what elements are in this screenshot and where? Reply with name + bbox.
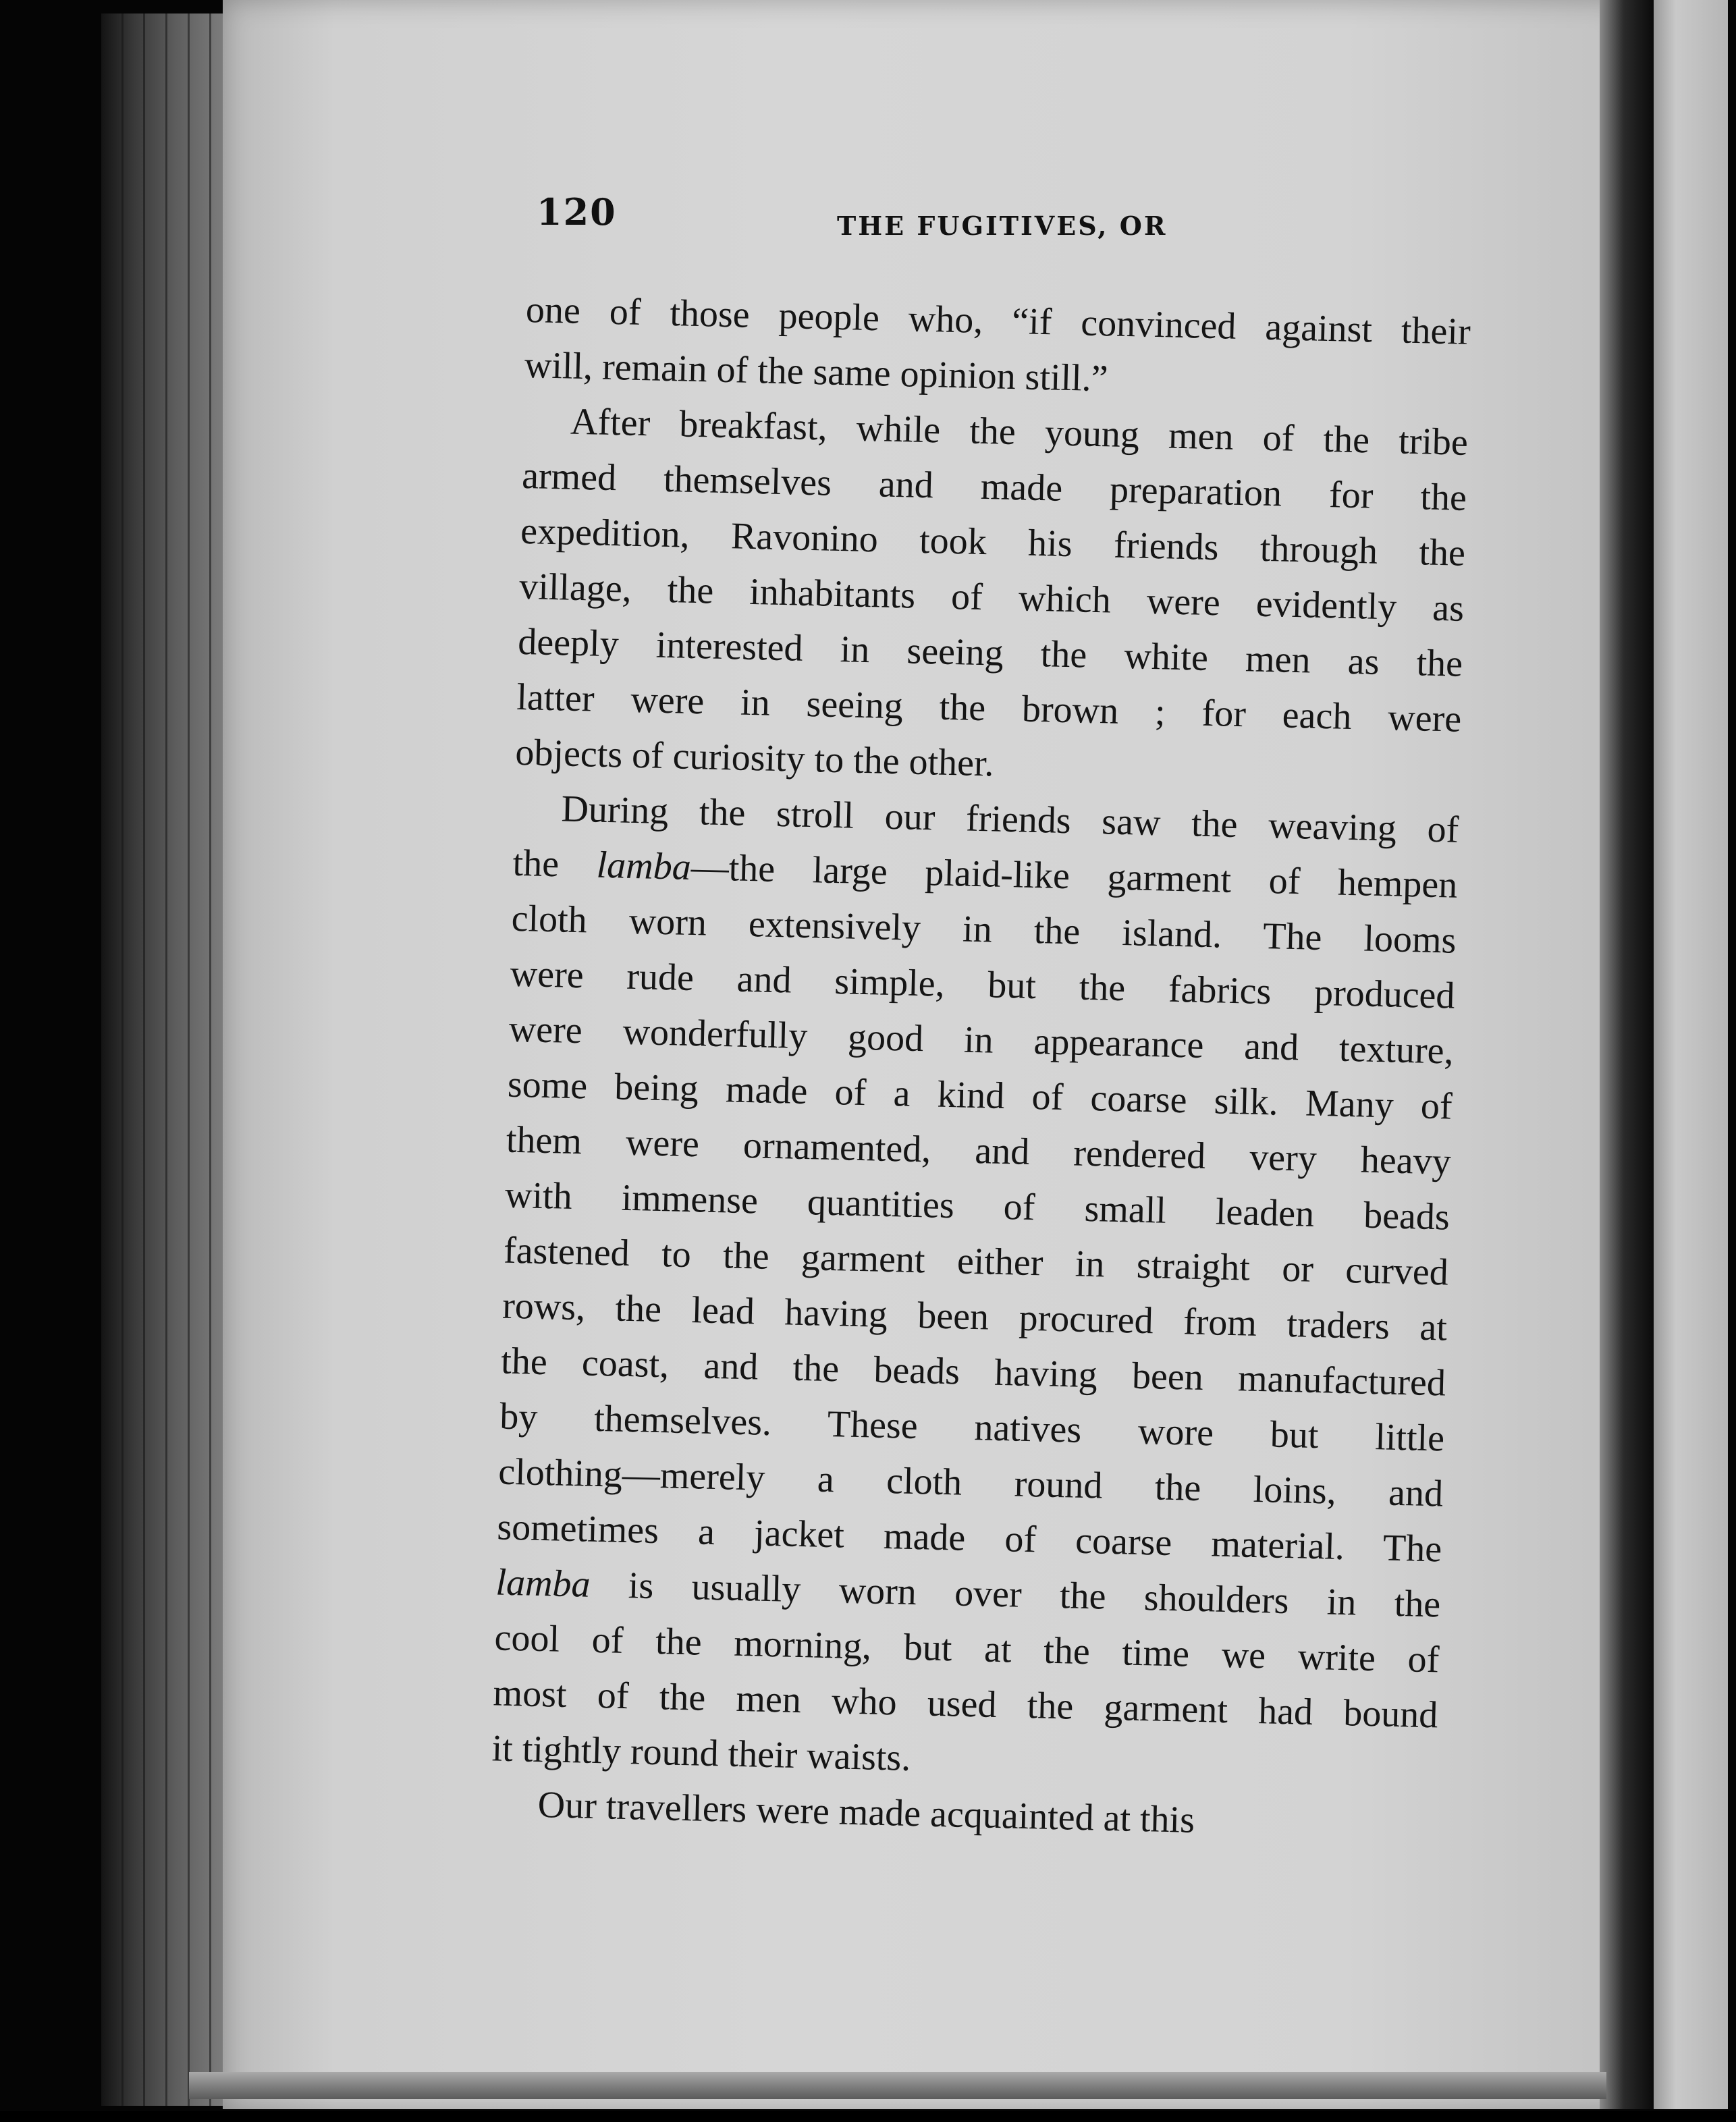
text-run: During the stroll our friends saw the weaving of [560,788,1459,851]
text-run: —the large plaid-like garment of hempen [690,846,1459,906]
text-run: deeply interested in seeing the white men as the [517,620,1463,685]
text-run: cool of the morning, but at the time we write of [493,1616,1440,1681]
text-run: After breakfast, while the young men of the tribe [570,400,1469,464]
text-run: most of the men who used the garment had bound [493,1672,1439,1737]
text-run: with immense quantities of small leaden beads [504,1174,1450,1239]
text-run: clothing—merely a cloth round the loins, and [497,1450,1444,1515]
text-run: sometimes a jacket made of coarse material. The [496,1506,1442,1571]
page-number: 120 [537,190,617,234]
italic-term: lamba [495,1561,591,1606]
paragraph [515,393,1469,802]
text-run: Our travellers were made acquainted at this [537,1784,1195,1841]
text-run: were rude and simple, but the fabrics produced [510,952,1456,1017]
facing-page-edge [1654,0,1728,2109]
text-run: it tightly round their waists. [491,1727,911,1780]
text-run: rows, the lead having been procured from traders at [501,1284,1448,1349]
page-header [537,190,1468,251]
text-run: the coast, and the beads having been manufactured [500,1340,1446,1405]
body-text [490,282,1471,1853]
text-run: will, remain of the same opinion still.” [524,344,1109,400]
page-bottom-edge [189,2072,1606,2099]
text-run: by themselves. These natives wore but little [499,1395,1445,1460]
text-run: village, the inhabitants of which were evidently as [518,565,1465,630]
running-head: THE FUGITIVES, OR [837,211,1168,241]
text-run: is usually worn over the shoulders in the [589,1563,1441,1626]
text-run: some being made of a kind of coarse silk. Many of [507,1063,1453,1128]
text-run: expedition, Ravonino took his friends through the [520,510,1466,574]
text-run: the [512,842,597,886]
text-run: cloth worn extensively in the island. The looms [511,897,1457,962]
text-run: armed themselves and made preparation for the [521,454,1467,519]
binding-shadow [1600,0,1654,2109]
text-run: them were ornamented, and rendered very heavy [506,1118,1452,1183]
text-run: fastened to the garment either in straight or curved [503,1229,1449,1294]
text-run: objects of curiosity to the other. [514,731,995,785]
paragraph [491,780,1459,1799]
italic-term: lamba [596,844,692,888]
text-run: one of those people who, “if convinced against their [525,288,1471,353]
text-run: were wonderfully good in appearance and texture, [508,1008,1455,1072]
paragraph [524,282,1471,415]
text-run: latter were in seeing the brown ; for each were [516,676,1462,740]
